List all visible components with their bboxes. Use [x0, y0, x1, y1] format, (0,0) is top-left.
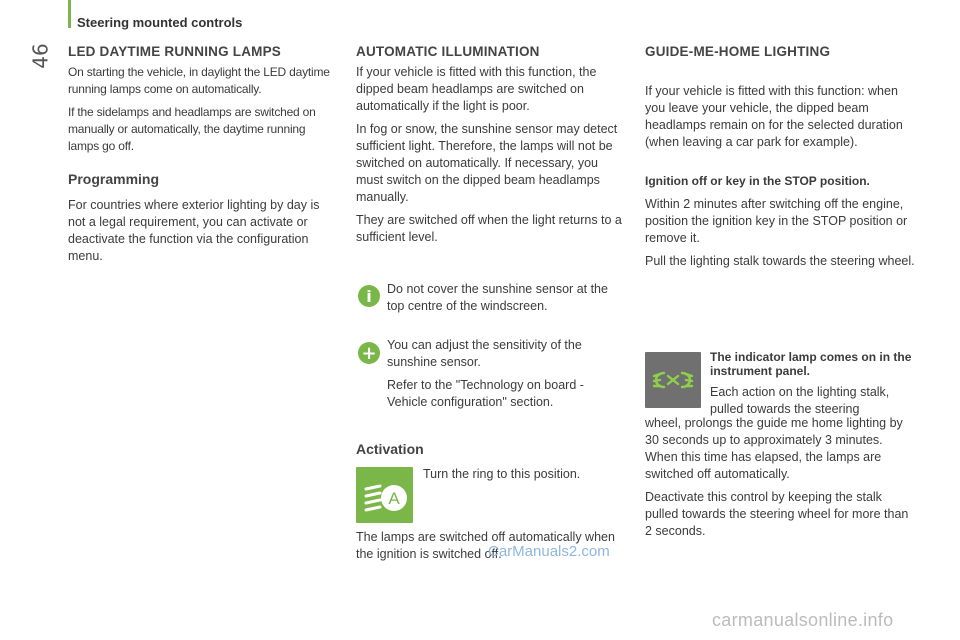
plus-text-1: You can adjust the sensitivity of the sunshine sensor.: [387, 338, 582, 369]
auto-title: AUTOMATIC ILLUMINATION: [356, 44, 540, 59]
activation-note: [423, 466, 623, 489]
auto-paragraph-2: In fog or snow, the sunshine sensor may detect sufficient light. Therefore, the lamps will not be switched on automatically. If necessary, you must switch on the dipped beam headlamps manually.: [356, 122, 618, 204]
indicator-note: [710, 350, 918, 424]
auto-headlamp-icon: [356, 467, 413, 523]
column-auto: [356, 43, 624, 252]
plus-text-2: Refer to the "Technology on board - Vehicle configuration" section.: [387, 378, 584, 409]
guide-paragraph-1: If your vehicle is fitted with this function: when you leave your vehicle, the dipped beam headlamps remain on for the selected duration (when leaving a car park for example).: [645, 84, 903, 149]
column-guide: [645, 43, 915, 276]
activation-text-1: Turn the ring to this position.: [423, 467, 581, 481]
plus-icon: +: [358, 342, 380, 364]
auto-paragraph-3: They are switched off when the light returns to a sufficient level.: [356, 213, 622, 244]
plus-note: [387, 337, 617, 417]
led-paragraph-2: If the sidelamps and headlamps are switched on manually or automatically, the daytime running lamps go off.: [68, 105, 316, 153]
indicator-bold: The indicator lamp comes on in the instrument panel.: [710, 350, 912, 378]
info-text: Do not cover the sunshine sensor at the top centre of the windscreen.: [387, 282, 608, 313]
guide-title: GUIDE-ME-HOME LIGHTING: [645, 44, 831, 59]
guide-paragraph-5: Deactivate this control by keeping the stalk pulled towards the steering wheel for more than 2 seconds.: [645, 490, 909, 538]
header-accent-bar: [68, 0, 71, 28]
auto-icon-letter: A: [387, 489, 400, 508]
info-note: [387, 281, 617, 321]
watermark-carmanualsonline: carmanualsonline.info: [712, 610, 894, 630]
programming-paragraph: For countries where exterior lighting by day is not a legal requirement, you can activate or deactivate the function via the configuration menu.: [68, 198, 320, 263]
guide-continuation: [645, 415, 913, 546]
info-icon: i: [358, 285, 380, 307]
watermark-carmanuals2: CarManuals2.com: [488, 543, 610, 560]
programming-title: Programming: [68, 171, 160, 187]
guide-paragraph-2: Within 2 minutes after switching off the engine, position the ignition key in the STOP position or remove it.: [645, 197, 908, 245]
activation-text-2: The lamps are switched off automatically when the ignition is switched off.: [356, 530, 615, 561]
led-title: LED DAYTIME RUNNING LAMPS: [68, 44, 282, 59]
dipped-beam-indicator-icon: [645, 352, 701, 408]
auto-paragraph-1: If your vehicle is fitted with this function, the dipped beam headlamps are switched on automatically if the light is poor.: [356, 65, 597, 113]
activation-title: Activation: [356, 441, 424, 457]
guide-paragraph-4a: Each action on the lighting stalk, pulled towards the steering: [710, 385, 890, 416]
led-paragraph-1: On starting the vehicle, in daylight the LED daytime running lamps come on automatically.: [68, 65, 330, 96]
page-number: 46: [28, 43, 53, 69]
guide-subheading: Ignition off or key in the STOP position.: [645, 174, 870, 188]
guide-paragraph-4b: wheel, prolongs the guide me home lighting by 30 seconds up to approximately 3 minutes. When this time has elapsed, the lamps are switched off automatically.: [645, 416, 903, 481]
column-led: [68, 43, 330, 271]
section-title: Steering mounted controls: [77, 15, 243, 30]
guide-paragraph-3: Pull the lighting stalk towards the steering wheel.: [645, 254, 915, 268]
